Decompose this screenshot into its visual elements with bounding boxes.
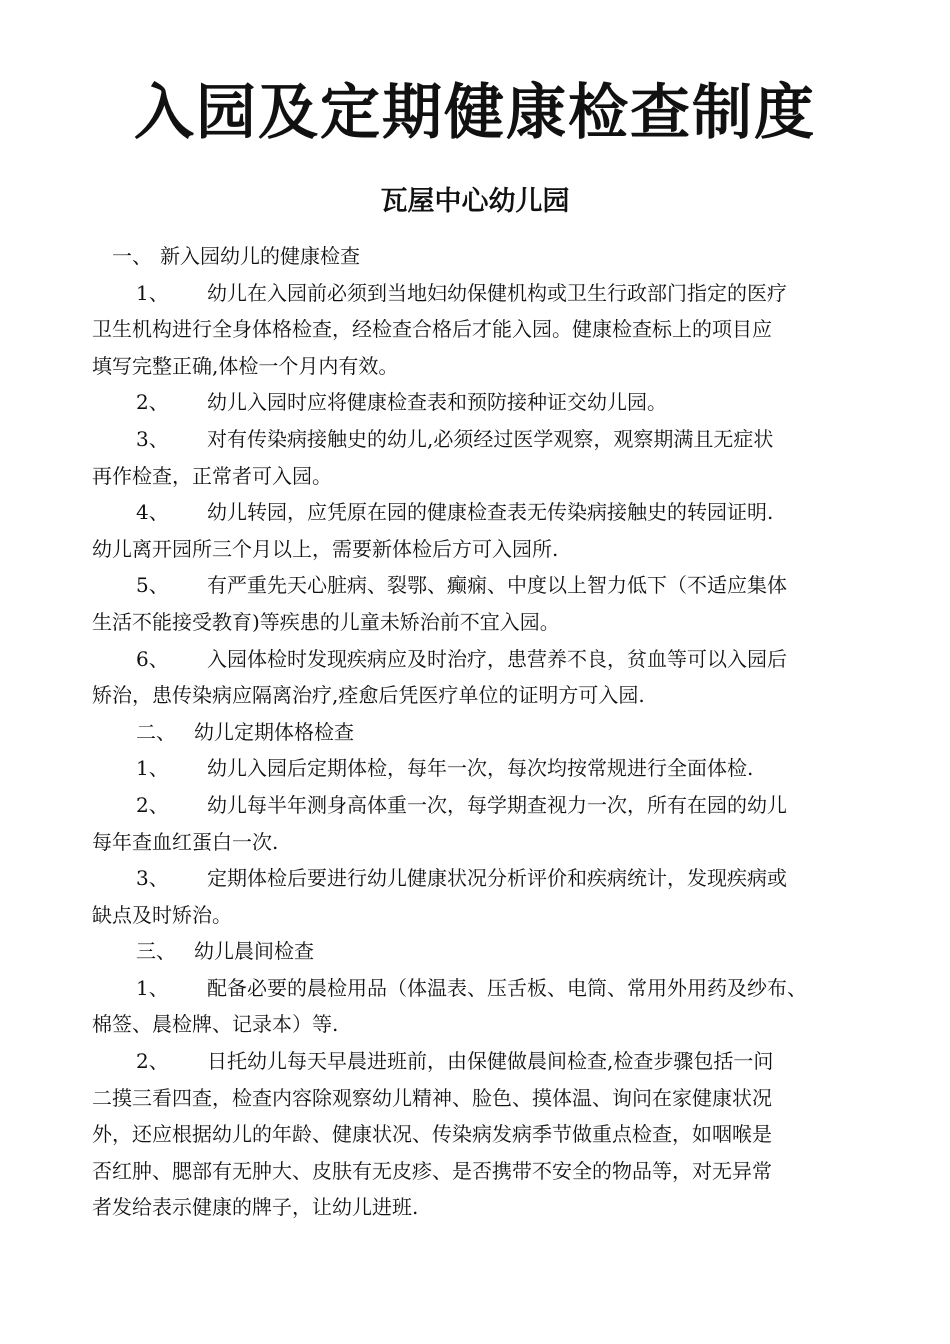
- item-text-continued: 生活不能接受教育)等疾患的儿童未矫治前不宜入园。: [92, 609, 560, 634]
- section-number: 二、: [136, 719, 176, 744]
- item-number: 1、: [136, 280, 169, 305]
- item-text-continued: 棉签、晨检牌、记录本）等.: [92, 1012, 339, 1037]
- list-item: [92, 860, 872, 897]
- section-title: 幼儿定期体格检查: [194, 719, 354, 744]
- list-item: [92, 494, 872, 531]
- section-title: 幼儿晨间检查: [194, 939, 314, 964]
- item-text-continued: 外，还应根据幼儿的年龄、健康状况、传染病发病季节做重点检查，如咽喉是: [92, 1122, 772, 1147]
- list-item: [92, 384, 872, 421]
- item-text: 日托幼儿每天早晨进班前，由保健做晨间检查,检查步骤包括一问: [207, 1049, 774, 1074]
- list-item: [92, 750, 872, 787]
- item-number: 6、: [136, 646, 169, 671]
- item-text: 幼儿入园时应将健康检查表和预防接种证交幼儿园。: [207, 390, 667, 415]
- list-item: [92, 275, 872, 312]
- item-text-continued: 填写完整正确,体检一个月内有效。: [92, 353, 399, 378]
- section-title: 新入园幼儿的健康检查: [160, 244, 360, 268]
- section-heading: [92, 714, 872, 751]
- item-text-continued: 二摸三看四查，检查内容除观察幼儿精神、脸色、摸体温、询问在家健康状况: [92, 1085, 772, 1110]
- item-number: 2、: [136, 792, 169, 817]
- item-text: 对有传染病接触史的幼儿,必须经过医学观察，观察期满且无症状: [207, 426, 774, 451]
- item-number: 1、: [136, 975, 169, 1000]
- item-text: 幼儿在入园前必须到当地妇幼保健机构或卫生行政部门指定的医疗: [207, 280, 787, 305]
- document-body: [92, 238, 872, 1226]
- item-text: 入园体检时发现疾病应及时治疗，患营养不良，贫血等可以入园后: [207, 646, 787, 671]
- list-item: [92, 1043, 872, 1080]
- list-item: [92, 567, 872, 604]
- item-number: 2、: [136, 1049, 169, 1074]
- document-title: 入园及定期健康检查制度: [134, 78, 816, 148]
- section-heading: [92, 933, 872, 970]
- section-heading: [92, 238, 872, 275]
- item-text-continued: 否红肿、腮部有无肿大、皮肤有无皮疹、是否携带不安全的物品等，对无异常: [92, 1158, 772, 1183]
- list-item: [92, 641, 872, 678]
- item-number: 4、: [136, 500, 169, 525]
- item-text-continued: 缺点及时矫治。: [92, 902, 232, 927]
- section-number: 三、: [136, 939, 176, 964]
- document-subtitle: 瓦屋中心幼儿园: [380, 186, 570, 217]
- item-text: 有严重先天心脏病、裂鄂、癫痫、中度以上智力低下（不适应集体: [207, 573, 787, 598]
- list-item: [92, 421, 872, 458]
- list-item: [92, 787, 872, 824]
- item-number: 3、: [136, 866, 169, 891]
- item-number: 5、: [136, 573, 169, 598]
- item-text: 定期体检后要进行幼儿健康状况分析评价和疾病统计，发现疾病或: [207, 866, 787, 891]
- item-text: 配备必要的晨检用品（体温表、压舌板、电筒、常用外用药及纱布、: [207, 975, 807, 1000]
- item-text: 幼儿转园，应凭原在园的健康检查表无传染病接触史的转园证明.: [207, 500, 774, 525]
- item-text: 幼儿每半年测身高体重一次，每学期查视力一次，所有在园的幼儿: [207, 792, 787, 817]
- list-item: [92, 970, 872, 1007]
- item-text-continued: 卫生机构进行全身体格检查，经检查合格后才能入园。健康检查标上的项目应: [92, 317, 772, 342]
- item-text: 幼儿入园后定期体检，每年一次，每次均按常规进行全面体检.: [207, 756, 754, 781]
- item-number: 2、: [136, 390, 169, 415]
- item-number: 1、: [136, 756, 169, 781]
- item-text-continued: 幼儿离开园所三个月以上，需要新体检后方可入园所.: [92, 536, 559, 561]
- item-text-continued: 矫治，患传染病应隔离治疗,痊愈后凭医疗单位的证明方可入园.: [92, 683, 645, 708]
- item-text-continued: 者发给表示健康的牌子，让幼儿进班.: [92, 1195, 419, 1220]
- item-text-continued: 再作检查，正常者可入园。: [92, 463, 332, 488]
- section-number: 一、: [112, 244, 152, 268]
- item-text-continued: 每年查血红蛋白一次.: [92, 829, 279, 854]
- item-number: 3、: [136, 426, 169, 451]
